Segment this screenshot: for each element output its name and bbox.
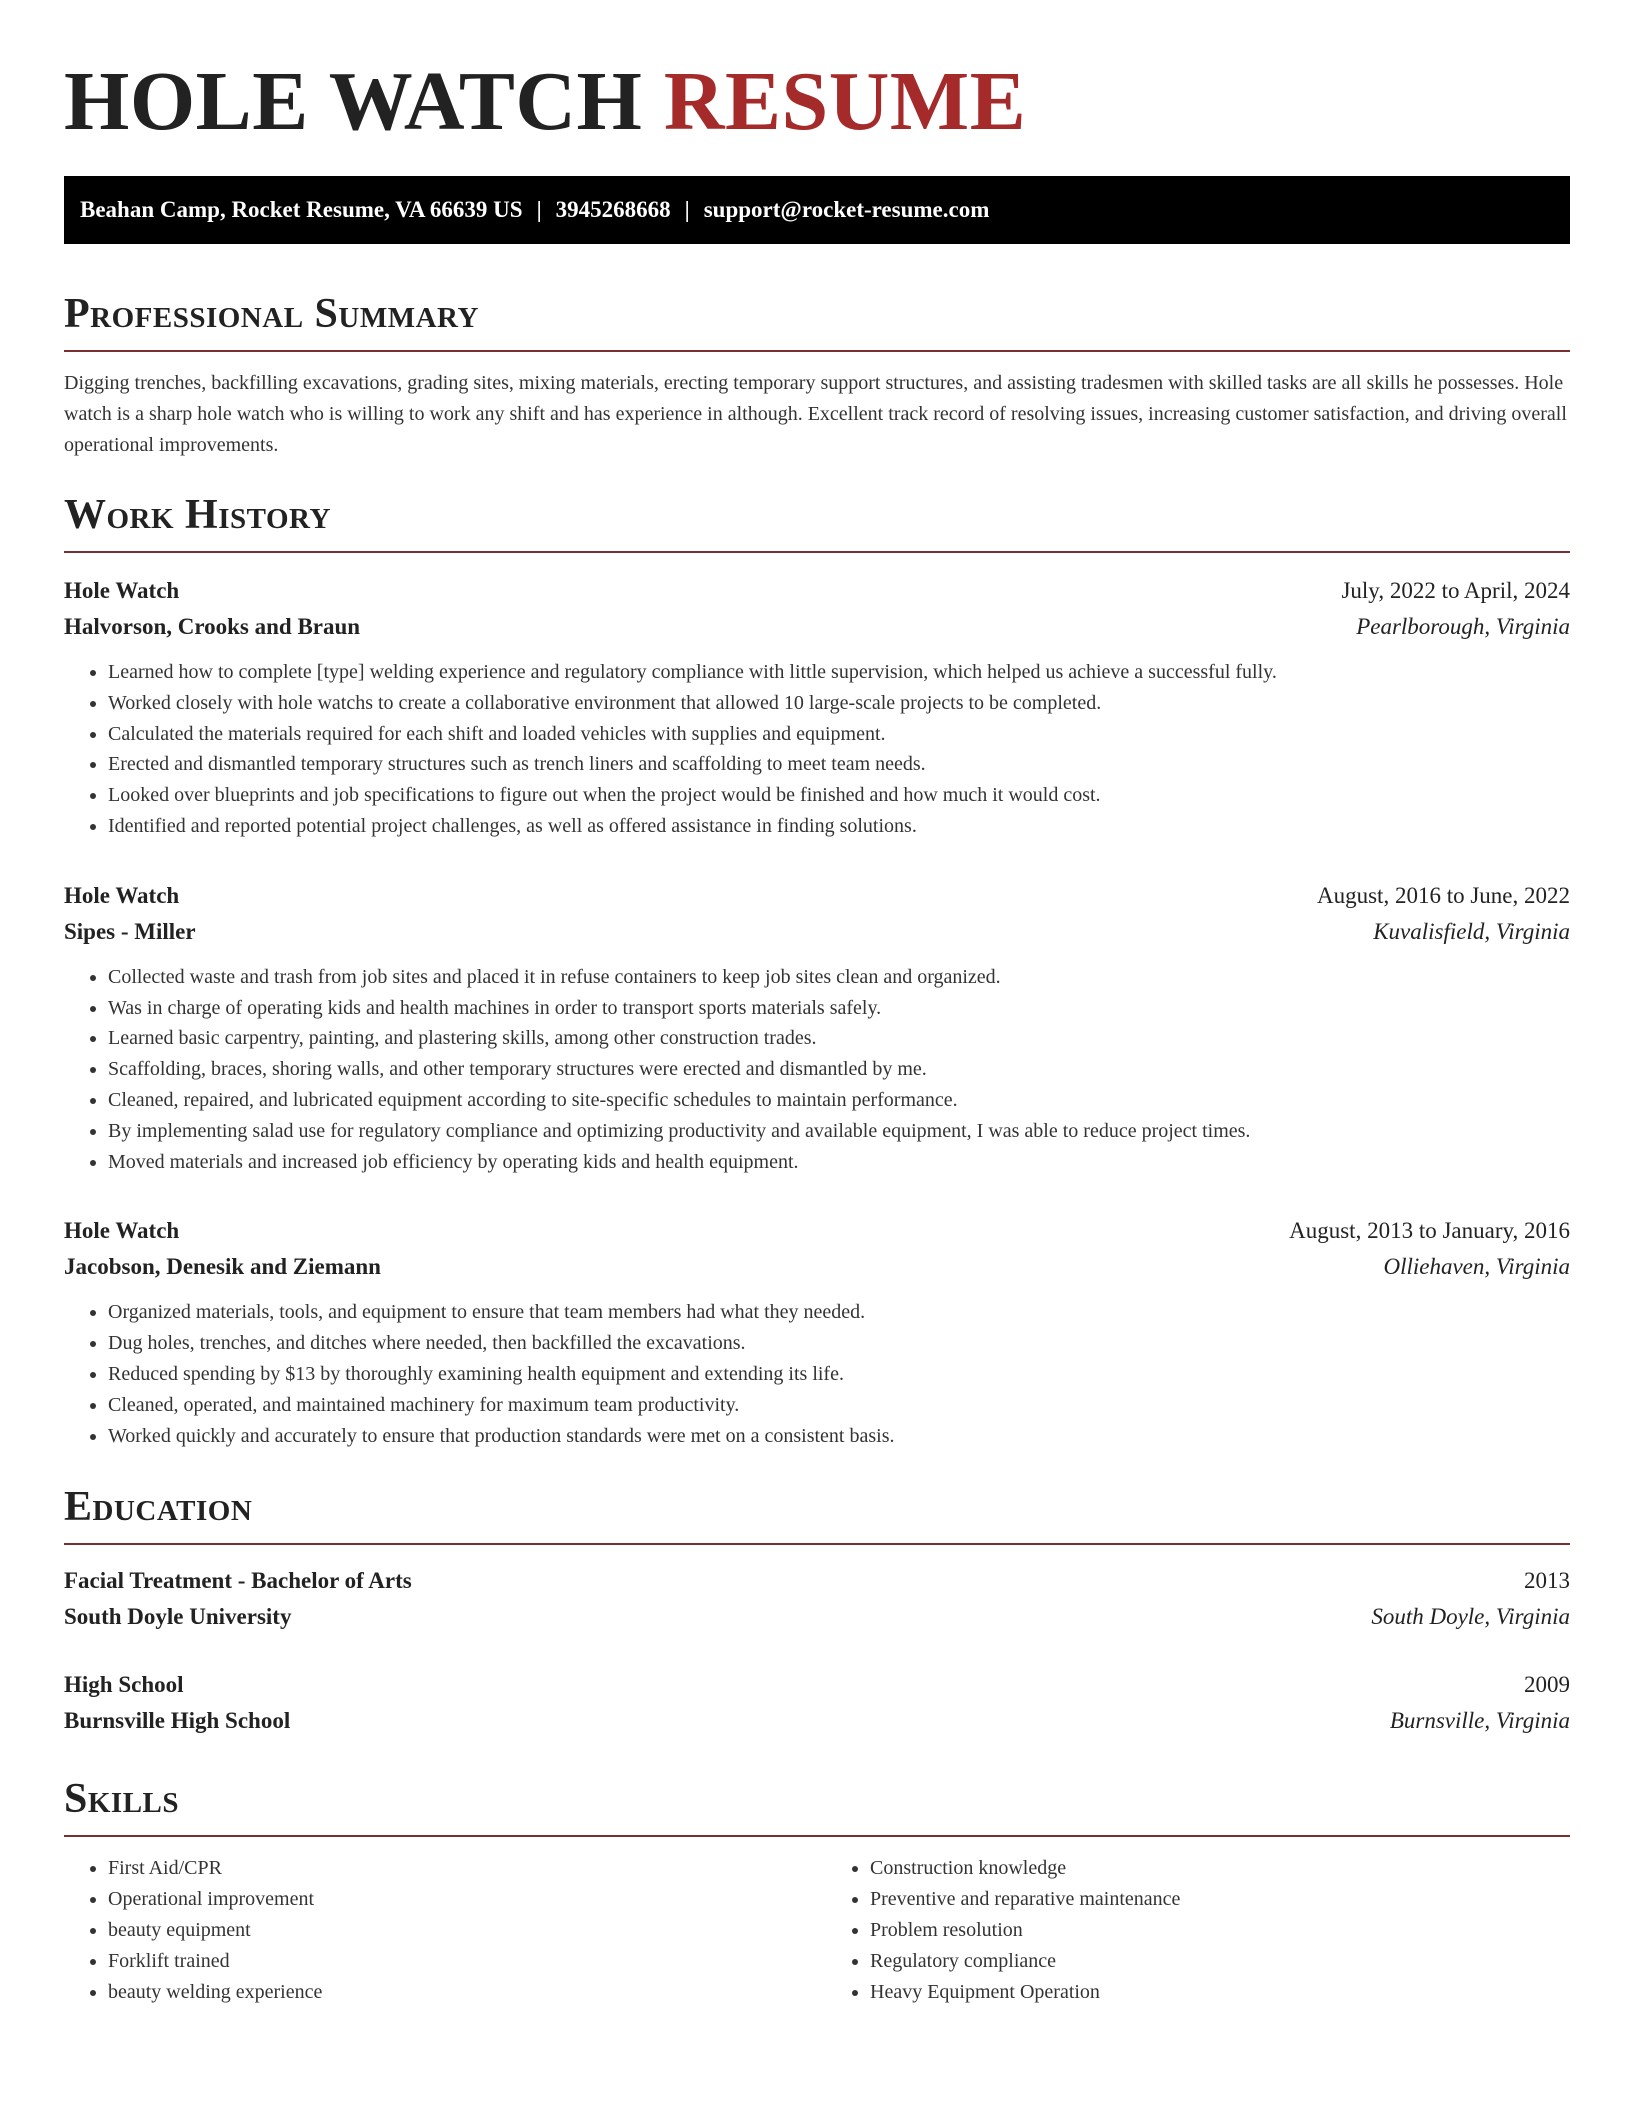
job-title-row bbox=[64, 878, 1570, 914]
job-bullet: • Calculated the materials required for each shift and loaded vehicles with supplies and equipment. bbox=[108, 719, 1570, 750]
skill-item: • Regulatory compliance bbox=[870, 1946, 1568, 1977]
contact-email: support@rocket-resume.com bbox=[703, 197, 990, 222]
skill-item: • Heavy Equipment Operation bbox=[870, 1977, 1568, 2008]
job-bullet: • Cleaned, repaired, and lubricated equipment according to site-specific schedules to maintain performance. bbox=[108, 1085, 1570, 1116]
job-company-row bbox=[64, 609, 1570, 645]
skill-item: • beauty equipment bbox=[108, 1915, 806, 1946]
job-bullet: • Worked quickly and accurately to ensure that production standards were met on a consistent basis. bbox=[108, 1421, 1570, 1452]
job-bullet: • Cleaned, operated, and maintained machinery for maximum team productivity. bbox=[108, 1390, 1570, 1421]
job-bullet: • Identified and reported potential project challenges, as well as offered assistance in finding solutions. bbox=[108, 811, 1570, 842]
contact-separator: | bbox=[684, 197, 690, 222]
job-bullet: • By implementing salad use for regulatory compliance and optimizing productivity and available equipment, I was able to reduce project times. bbox=[108, 1116, 1570, 1147]
skill-item: • Preventive and reparative maintenance bbox=[870, 1884, 1568, 1915]
skills-heading: Skills bbox=[64, 1769, 1570, 1837]
education-location: South Doyle, Virginia bbox=[1371, 1604, 1570, 1630]
job-bullet: • Moved materials and increased job efficiency by operating kids and health equipment. bbox=[108, 1147, 1570, 1178]
resume-page bbox=[64, 0, 1570, 2007]
skill-item: • Construction knowledge bbox=[870, 1853, 1568, 1884]
job-bullet: • Looked over blueprints and job specifications to figure out when the project would be finished and how much it would cost. bbox=[108, 780, 1570, 811]
job-bullet: • Scaffolding, braces, shoring walls, and other temporary structures were erected and dismantled by me. bbox=[108, 1054, 1570, 1085]
job-company: Sipes - Miller bbox=[64, 918, 196, 944]
job-bullet: • Learned basic carpentry, painting, and plastering skills, among other construction trades. bbox=[108, 1023, 1570, 1054]
education-degree: Facial Treatment - Bachelor of Arts bbox=[64, 1568, 412, 1594]
education-entry bbox=[64, 1563, 1570, 1635]
job-bullet: • Learned how to complete [type] welding experience and regulatory compliance with little supervision, which helped us achieve a successful fully. bbox=[108, 657, 1570, 688]
job-bullets bbox=[64, 962, 1570, 1178]
job-location: Kuvalisfield, Virginia bbox=[1373, 918, 1570, 944]
education-school: South Doyle University bbox=[64, 1604, 292, 1630]
job-company: Jacobson, Denesik and Ziemann bbox=[64, 1254, 381, 1280]
education-location: Burnsville, Virginia bbox=[1389, 1708, 1570, 1734]
job-bullet: • Erected and dismantled temporary structures such as trench liners and scaffolding to meet team needs. bbox=[108, 749, 1570, 780]
skill-item: • Operational improvement bbox=[108, 1884, 806, 1915]
education-school: Burnsville High School bbox=[64, 1708, 291, 1734]
job-bullet: • Dug holes, trenches, and ditches where needed, then backfilled the excavations. bbox=[108, 1328, 1570, 1359]
job-bullet: • Collected waste and trash from job sites and placed it in refuse containers to keep job sites clean and organized. bbox=[108, 962, 1570, 993]
contact-separator: | bbox=[536, 197, 542, 222]
skill-item: • beauty welding experience bbox=[108, 1977, 806, 2008]
education-degree-row bbox=[64, 1667, 1570, 1703]
education-heading: Education bbox=[64, 1477, 1570, 1545]
job-bullet: • Reduced spending by $13 by thoroughly examining health equipment and extending its life. bbox=[108, 1359, 1570, 1390]
work-history-heading: Work History bbox=[64, 485, 1570, 553]
skills-list-right bbox=[826, 1853, 1568, 2007]
job-bullets bbox=[64, 657, 1570, 842]
summary-heading: Professional Summary bbox=[64, 284, 1570, 352]
education-school-row bbox=[64, 1599, 1570, 1635]
education-degree-row bbox=[64, 1563, 1570, 1599]
job-dates: August, 2016 to June, 2022 bbox=[1317, 882, 1570, 908]
title-main: HOLE WATCH bbox=[64, 55, 643, 148]
skill-item: • Forklift trained bbox=[108, 1946, 806, 1977]
job-title-row bbox=[64, 573, 1570, 609]
job-bullet: • Was in charge of operating kids and health machines in order to transport sports materials safely. bbox=[108, 993, 1570, 1024]
skill-item: • First Aid/CPR bbox=[108, 1853, 806, 1884]
job-title-row bbox=[64, 1213, 1570, 1249]
job-entry bbox=[64, 878, 1570, 1178]
skills-columns bbox=[64, 1853, 1570, 2007]
contact-bar bbox=[64, 176, 1570, 244]
job-location: Olliehaven, Virginia bbox=[1383, 1254, 1570, 1280]
education-entry bbox=[64, 1667, 1570, 1739]
education-degree: High School bbox=[64, 1672, 184, 1698]
job-entry bbox=[64, 573, 1570, 842]
skills-list-left bbox=[64, 1853, 806, 2007]
job-dates: July, 2022 to April, 2024 bbox=[1341, 578, 1570, 603]
resume-title bbox=[64, 0, 1570, 152]
job-company-row bbox=[64, 914, 1570, 950]
job-bullets bbox=[64, 1297, 1570, 1451]
education-school-row bbox=[64, 1703, 1570, 1739]
summary-text: Digging trenches, backfilling excavations, grading sites, mixing materials, erecting temporary support structures, and assisting tradesmen with skilled tasks are all skills he possesses. Hole watch is a sharp hole watch who is willing to work any shift and has experience in although. Excellent track record of resolving issues, increasing customer satisfaction, and driving overall operational improvements. bbox=[64, 372, 1567, 456]
education-year: 2013 bbox=[1524, 1568, 1570, 1594]
job-title: Hole Watch bbox=[64, 882, 180, 908]
job-title: Hole Watch bbox=[64, 1218, 180, 1244]
title-accent: RESUME bbox=[663, 55, 1027, 148]
skill-item: • Problem resolution bbox=[870, 1915, 1568, 1946]
contact-phone: 3945268668 bbox=[555, 197, 671, 222]
job-location: Pearlborough, Virginia bbox=[1356, 614, 1570, 639]
job-title: Hole Watch bbox=[64, 578, 180, 603]
job-entry bbox=[64, 1213, 1570, 1451]
job-dates: August, 2013 to January, 2016 bbox=[1289, 1218, 1570, 1244]
job-bullet: • Worked closely with hole watchs to create a collaborative environment that allowed 10 large-scale projects to be completed. bbox=[108, 688, 1570, 719]
education-year: 2009 bbox=[1524, 1672, 1570, 1698]
job-bullet: • Organized materials, tools, and equipment to ensure that team members had what they needed. bbox=[108, 1297, 1570, 1328]
contact-address: Beahan Camp, Rocket Resume, VA 66639 US bbox=[80, 197, 523, 222]
job-company-row bbox=[64, 1249, 1570, 1285]
job-company: Halvorson, Crooks and Braun bbox=[64, 614, 361, 639]
